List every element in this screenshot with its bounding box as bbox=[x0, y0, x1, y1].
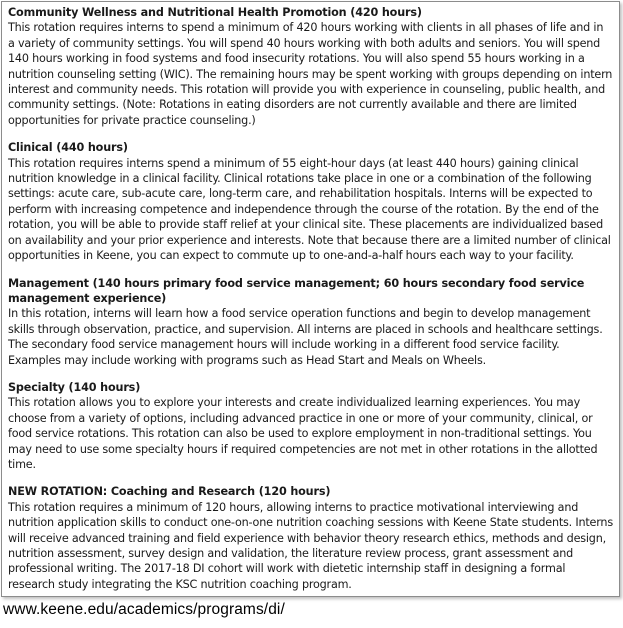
section-title: Community Wellness and Nutritional Health Promotion (420 hours) bbox=[8, 6, 422, 19]
section-body: This rotation requires interns spend a minimum of 55 eight-hour days (at least 440 hours) gaining clinical nutrition knowledge in a clinical facility. Clinical rotations take place in one or a combination of the following settings: acute care, sub-acute care, long-term care, and rehabilitation hospitals. Interns will be expected to perform with increasing competence and independence through the course of the rotation. By the end of the rotation, you will be able to provide staff relief at your clinical site. These placements are individualized based on availability and your prior experience and interests. Note that because there are a limited number of clinical opportunities in Keene, you can expect to commute up to one-and-a-half hours each way to your facility. bbox=[8, 156, 611, 263]
section-body: This rotation requires interns to spend a minimum of 420 hours working with clients in all phases of life and in a variety of community settings. You will spend 40 hours working with both adults and seniors. You will spend 140 hours working in food systems and food insecurity rotations. You will also spend 55 hours working in a nutrition counseling setting (WIC). The remaining hours may be spent working with groups depending on intern interest and community needs. This rotation will provide you with experience in counseling, public health, and community settings. (Note: Rotations in eating disorders are not currently available and there are limited opportunities for private practice counseling.) bbox=[8, 21, 613, 127]
section-clinical bbox=[8, 140, 613, 263]
section-body: In this rotation, interns will learn how a food service operation functions and begin to develop management skills through observation, practice, and supervision. All interns are placed in schools and healthcare settings. The secondary food service management hours will include working in a different food service facility. Examples may include working with programs such as Head Start and Meals on Wheels. bbox=[8, 307, 603, 367]
section-body: This rotation requires a minimum of 120 hours, allowing interns to practice motivational interviewing and nutrition application skills to conduct one-on-one nutrition coaching sessions with Keene State students. Interns will receive advanced training and field experience with behavior theory research ethics, methods and design, nutrition assessment, survey design and validation, the literature review process, grant assessment and professional writing. The 2017-18 DI cohort will work with dietetic internship staff in designing a formal research study integrating the KSC nutrition coaching program. bbox=[8, 500, 613, 591]
section-title: NEW ROTATION: Coaching and Research (120 hours) bbox=[8, 485, 331, 499]
footer-url-link[interactable]: www.keene.edu/academics/programs/di/ bbox=[3, 601, 285, 618]
section-body: This rotation allows you to explore your interests and create individualized learning experiences. You may choose from a variety of options, including advanced practice in one or more of your community, clinical, or food service rotations. This rotation can also be used to explore employment in non-traditional settings. You may need to use some specialty hours if required competencies are not met in other rotations in the allotted time. bbox=[8, 396, 598, 471]
section-coaching-research bbox=[8, 484, 613, 592]
section-title: Clinical (440 hours) bbox=[8, 141, 128, 155]
section-specialty bbox=[8, 380, 613, 472]
section-title: Specialty (140 hours) bbox=[8, 380, 141, 394]
section-management bbox=[8, 276, 613, 368]
document-panel bbox=[1, 1, 620, 597]
section-title: Management (140 hours primary food service management; 60 hours secondary food service management experience) bbox=[8, 276, 585, 305]
section-community-wellness bbox=[8, 5, 613, 128]
